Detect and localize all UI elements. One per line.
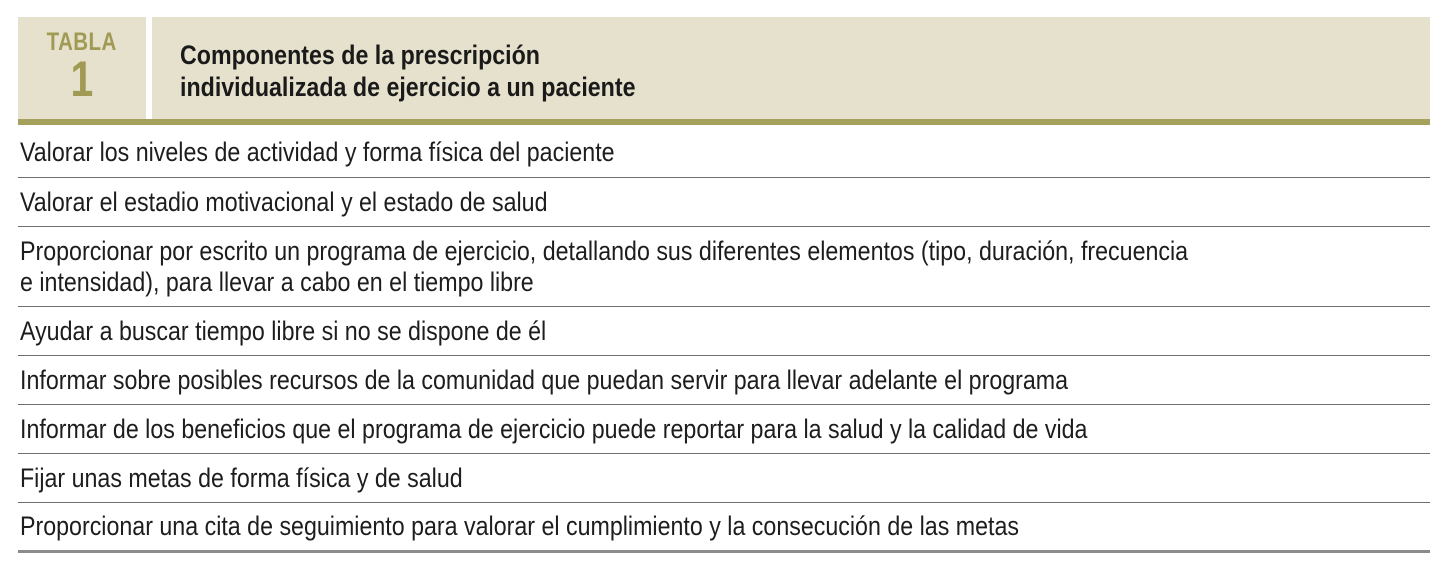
table-row [18,356,1430,405]
table-label-box [18,17,146,119]
table-body [18,125,1430,553]
row-text: e intensidad), para llevar a cabo en el tiempo libre [20,266,534,297]
row-text: Valorar los niveles de actividad y forma física del paciente [20,137,615,167]
table-row [18,125,1430,178]
table-row [18,307,1430,356]
table-row [18,503,1430,553]
row-text: Valorar el estadio motivacional y el estado de salud [20,186,548,217]
table-header [18,17,1430,119]
table [18,17,1430,553]
row-text: Proporcionar por escrito un programa de ejercicio, detallando sus diferentes elementos (tipo, duración, frecuencia [20,235,1189,266]
row-text: Informar sobre posibles recursos de la comunidad que puedan servir para llevar adelante el programa [20,364,1069,395]
row-text: Ayudar a buscar tiempo libre si no se dispone de él [20,315,547,346]
table-row [18,227,1430,307]
row-text: Fijar unas metas de forma física y de salud [20,462,463,493]
title-line-1: Componentes de la prescripción [180,40,540,70]
row-text-multiline [20,236,1378,298]
table-row [18,178,1430,227]
table-row [18,405,1430,454]
row-text: Informar de los beneficios que el programa de ejercicio puede reportar para la salud y la calidad de vida [20,413,1088,444]
row-text: Proporcionar una cita de seguimiento para valorar el cumplimiento y la consecución de las metas [20,511,1019,541]
table-number: 1 [70,51,94,107]
table-label: TABLA [46,28,117,56]
table-row [18,454,1430,503]
title-line-2: individualizada de ejercicio a un paciente [180,72,636,102]
table-title [152,17,1430,119]
